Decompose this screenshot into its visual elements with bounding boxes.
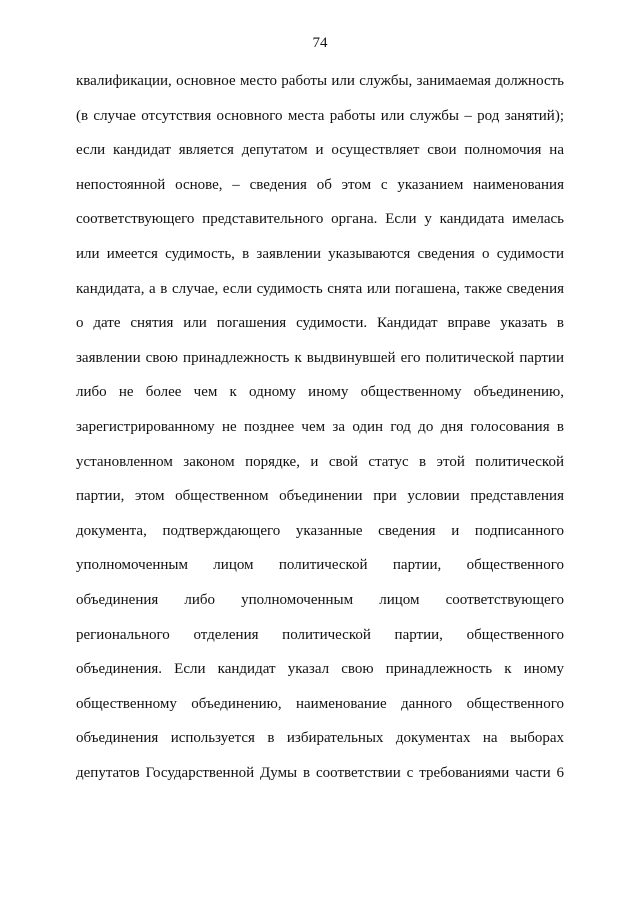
text-line: (в случае отсутствия основного места работы или службы – род занятий); [76,107,564,124]
text-line: объединения используется в избирательных документах на выборах [76,730,564,747]
text-line: объединения. Если кандидат указал свою принадлежность к иному [76,661,564,678]
text-line: регионального отделения политической партии, общественного [76,626,564,643]
text-line: уполномоченным лицом политической партии, общественного [76,557,564,574]
text-line: заявлении свою принадлежность к выдвинувшей его политической партии [76,349,564,366]
text-line: партии, этом общественном объединении при условии представления [76,488,564,505]
text-line: документа, подтверждающего указанные сведения и подписанного [76,522,564,539]
text-line: установленном законом порядке, и свой статус в этой политической [76,453,564,470]
text-line: квалификации, основное место работы или службы, занимаемая должность [76,73,564,89]
text-line: или имеется судимость, в заявлении указываются сведения о судимости [76,245,564,262]
text-line: соответствующего представительного органа. Если у кандидата имелась [76,211,564,228]
text-line: общественному объединению, наименование данного общественного [76,695,564,712]
text-line: если кандидат является депутатом и осуществляет свои полномочия на [76,142,564,159]
page-number: 74 [312,35,328,51]
text-line: непостоянной основе, – сведения об этом с указанием наименования [76,176,564,193]
text-line: о дате снятия или погашения судимости. Кандидат вправе указать в [76,315,564,332]
text-line: объединения либо уполномоченным лицом соответствующего [76,591,564,608]
text-line: либо не более чем к одному иному общественному объединению, [76,384,564,401]
text-line: депутатов Государственной Думы в соответствии с требованиями части 6 [76,764,564,781]
body-text [76,72,564,798]
text-line: зарегистрированному не позднее чем за один год до дня голосования в [76,418,564,435]
text-line: кандидата, а в случае, если судимость снята или погашена, также сведения [76,280,564,297]
